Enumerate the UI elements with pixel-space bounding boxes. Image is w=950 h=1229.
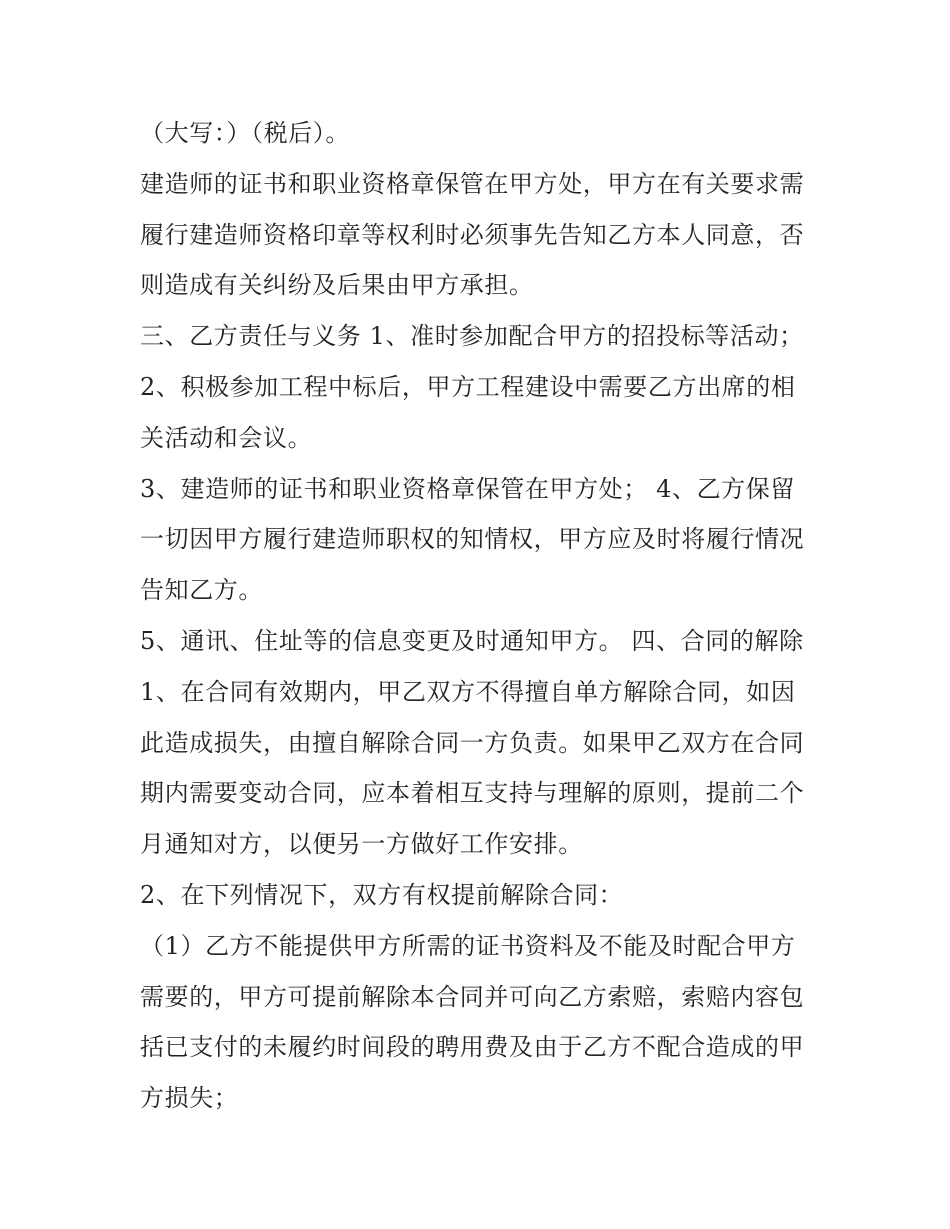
text-line: 则造成有关纠纷及后果由甲方承担。	[140, 271, 534, 300]
text-line: 2、在下列情况下，双方有权提前解除合同：	[140, 880, 624, 909]
text-line: 3、建造师的证书和职业资格章保管在甲方处； 4、乙方保留	[140, 474, 795, 503]
text-line: 需要的，甲方可提前解除本合同并可向乙方索赔，索赔内容包	[140, 982, 805, 1011]
text-line: 一切因甲方履行建造师职权的知情权，甲方应及时将履行情况	[140, 525, 805, 554]
section-heading-line: 5、通讯、住址等的信息变更及时通知甲方。 四、合同的解除	[140, 626, 804, 655]
text-line: 2、积极参加工程中标后，甲方工程建设中需要乙方出席的相	[140, 372, 796, 401]
contract-body-text	[140, 108, 830, 1124]
text-line: 期内需要变动合同，应本着相互支持与理解的原则，提前二个	[140, 779, 805, 808]
text-line: 月通知对方，以便另一方做好工作安排。	[140, 830, 583, 859]
text-line: 关活动和会议。	[140, 423, 313, 452]
section-heading-line: 三、乙方责任与义务 1、准时参加配合甲方的招投标等活动；	[140, 322, 804, 351]
text-line: 此造成损失，由擅自解除合同一方负责。如果甲乙双方在合同	[140, 728, 805, 757]
text-line: 建造师的证书和职业资格章保管在甲方处，甲方在有关要求需	[140, 169, 805, 198]
text-line: 括已支付的未履约时间段的聘用费及由于乙方不配合造成的甲	[140, 1033, 805, 1062]
text-line: 履行建造师资格印章等权利时必须事先告知乙方本人同意，否	[140, 220, 805, 249]
text-line: 1、在合同有效期内，甲乙双方不得擅自单方解除合同，如因	[140, 677, 796, 706]
text-line: 告知乙方。	[140, 576, 263, 605]
text-line: （1）乙方不能提供甲方所需的证书资料及不能及时配合甲方	[140, 931, 796, 960]
text-line: （大写：）（税后）。	[140, 119, 350, 147]
text-line: 方损失；	[140, 1084, 239, 1113]
